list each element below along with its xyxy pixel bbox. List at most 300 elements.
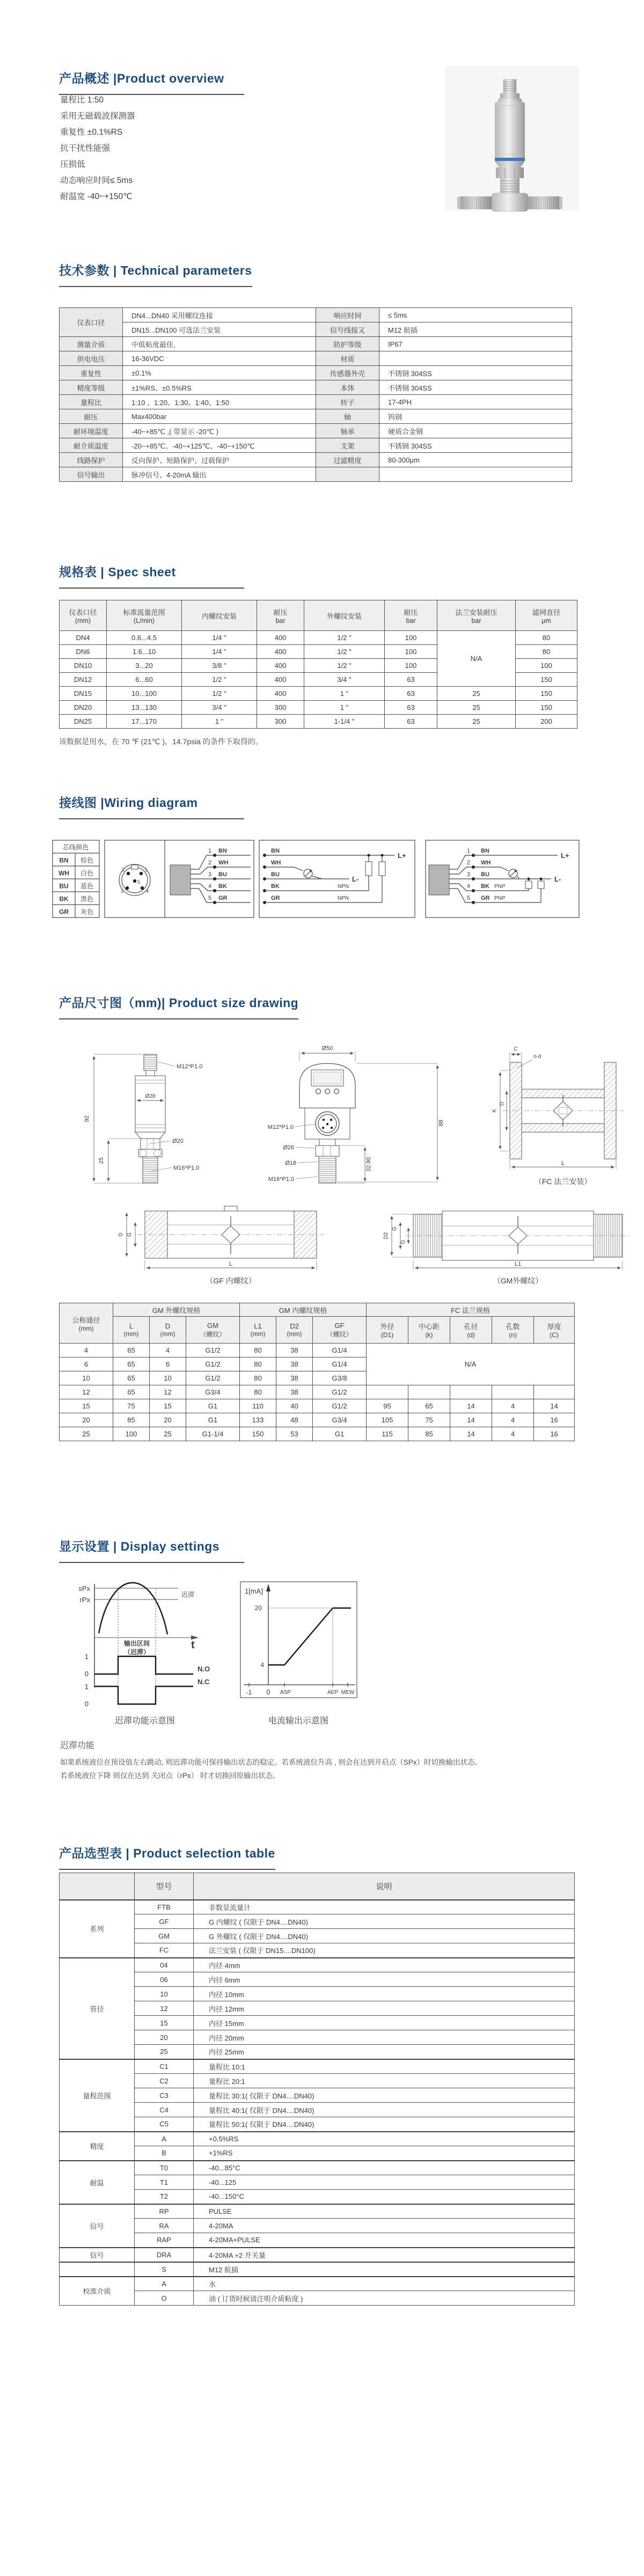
spec-footnote: 该数据是用水，在 70 ℉ (21℃ )，14.7psia 的条件下取得的。	[59, 737, 263, 746]
svg-label: WH	[271, 860, 281, 866]
svg-label: 2	[208, 860, 211, 866]
dim-subheader-main: 孔数	[506, 1323, 520, 1331]
dim-subheader-unit: （螺纹）	[326, 1330, 353, 1338]
selection-row	[60, 2088, 575, 2103]
selection-model-code: O	[135, 2291, 194, 2306]
svg-label: N.O	[197, 1665, 210, 1673]
spec-cell: 300	[257, 715, 304, 729]
dim-cell: 14	[534, 1399, 575, 1413]
selection-model-code: RA	[135, 2219, 194, 2233]
tech-value: DN4...DN40 采用螺纹连接	[123, 308, 316, 322]
svg-label: 迟滞	[181, 1591, 195, 1598]
display-settings-charts	[43, 1577, 386, 1733]
dim-subheader-unit: (d)	[467, 1331, 475, 1339]
section-heading-wiring	[59, 793, 244, 819]
dim-subheader-main: 孔径	[464, 1323, 478, 1331]
dim-subheader	[313, 1317, 367, 1344]
tech-value: -40~+85℃ ,( 带显示 -20℃ )	[123, 424, 316, 438]
spec-cell: DN12	[60, 673, 107, 687]
selection-row	[60, 1914, 575, 1929]
spec-cell: DN4	[60, 631, 107, 645]
selection-description: 油 ( 订货时候请注明介质粘度 )	[194, 2291, 575, 2306]
drawing-display-sensor	[268, 1045, 444, 1183]
selection-row	[60, 1972, 575, 1987]
spec-cell: DN10	[60, 659, 107, 673]
svg-label: 1	[466, 848, 470, 854]
dim-subheader-unit: (mm)	[160, 1330, 175, 1338]
selection-description: PULSE	[194, 2204, 575, 2219]
tech-label: 耐介质温度	[60, 438, 123, 453]
dim-subheader-unit: (C)	[550, 1331, 559, 1339]
svg-label: NPN	[338, 884, 349, 890]
tech-label: 仪表口径	[60, 308, 123, 337]
svg-label: 25	[98, 1157, 105, 1164]
svg-label: 88	[438, 1119, 444, 1127]
selection-model-code: T0	[135, 2161, 194, 2175]
spec-cell: 400	[257, 673, 304, 687]
svg-label: BK	[271, 883, 280, 890]
svg-label: 芯线颜色	[62, 843, 89, 851]
spec-header	[385, 600, 437, 631]
selection-row	[60, 2248, 575, 2262]
dim-subheader	[113, 1317, 150, 1344]
spec-cell: 25	[437, 715, 516, 729]
svg-label: 0	[84, 1670, 89, 1678]
svg-label: L-	[554, 875, 561, 883]
svg-label: BN	[59, 856, 69, 864]
tech-value	[379, 351, 572, 366]
svg-label: WH	[58, 869, 69, 877]
spec-cell: 300	[257, 701, 304, 715]
selection-description: 4-20MA	[194, 2219, 575, 2233]
dim-cell: 15	[150, 1399, 186, 1413]
dim-cell: 25	[60, 1427, 113, 1441]
svg-label: AEP	[327, 1690, 339, 1696]
dim-cell: G1/2	[186, 1344, 240, 1357]
selection-row	[60, 1958, 575, 1972]
dim-cell: 6	[60, 1357, 113, 1371]
selection-row	[60, 1943, 575, 1958]
spec-header-main: 外螺纹安装	[326, 612, 362, 620]
tech-row	[60, 337, 572, 351]
spec-cell: 3/4 "	[182, 701, 257, 715]
selection-group-label: 管径	[60, 1958, 135, 2059]
tech-label: 量程比	[60, 395, 123, 409]
dim-subheader-main: D	[165, 1322, 171, 1330]
spec-row	[60, 701, 577, 715]
spec-cell: 1.6...10	[107, 645, 182, 659]
dim-cell: 38	[276, 1385, 313, 1399]
svg-label: BU	[59, 882, 69, 890]
dim-cell: 15	[60, 1399, 113, 1413]
selection-row	[60, 2262, 575, 2277]
selection-row	[60, 2219, 575, 2233]
spec-cell: 0.6...4.5	[107, 631, 182, 645]
overview-feature: 量程比 1:50	[60, 96, 104, 105]
tech-label: 响应时间	[316, 308, 379, 322]
selection-model-code: A	[135, 2132, 194, 2146]
selection-row	[60, 2074, 575, 2088]
svg-label: GR	[59, 908, 69, 916]
dim-cell: 53	[276, 1427, 313, 1441]
svg-label: WH	[218, 860, 229, 866]
selection-group-label	[60, 2262, 135, 2277]
dim-cell: 4	[60, 1344, 113, 1357]
overview-feature: 动态响应时间≤ 5ms	[60, 176, 133, 185]
spec-cell: 400	[257, 687, 304, 701]
dim-cell: 14	[450, 1427, 492, 1441]
selection-description: -40...85°C	[194, 2161, 575, 2175]
selection-header-model: 型号	[135, 1873, 194, 1900]
spec-cell: 200	[516, 715, 577, 729]
spec-header-unit: bar	[275, 617, 286, 625]
dim-header-bore	[60, 1303, 113, 1344]
overview-title: 产品概述 |Product overview	[59, 69, 244, 95]
spec-header-unit: bar	[471, 617, 481, 625]
spec-cell: 1/2 "	[182, 687, 257, 701]
spec-title: 规格表 | Spec sheet	[59, 562, 244, 589]
svg-label: GR	[481, 895, 490, 901]
dim-cell: 80	[240, 1344, 276, 1357]
spec-cell: 10...100	[107, 687, 182, 701]
svg-label: BU	[218, 871, 227, 878]
svg-label: WH	[481, 860, 491, 866]
dim-cell: G1/2	[313, 1399, 367, 1413]
dim-cell	[450, 1385, 492, 1399]
svg-label: D	[400, 1240, 406, 1244]
svg-label: C	[514, 1046, 518, 1052]
dim-subheader-main: GF	[334, 1321, 345, 1330]
dim-cell: 85	[113, 1413, 150, 1427]
tech-label: 支架	[316, 438, 379, 453]
svg-label: MEW	[341, 1690, 355, 1696]
spec-header	[437, 600, 516, 631]
overview-feature: 压损低	[60, 160, 85, 169]
dim-cell: G3/8	[313, 1371, 367, 1385]
svg-label: Ø28	[145, 1093, 156, 1099]
dim-subheader-unit: （螺纹）	[200, 1330, 226, 1338]
selection-row	[60, 2103, 575, 2117]
spec-cell: 1/2 "	[304, 645, 385, 659]
section-heading-tech	[59, 261, 252, 287]
dim-cell: 105	[367, 1413, 408, 1427]
svg-label: L+	[398, 852, 406, 860]
tech-row	[60, 409, 572, 424]
selection-group-label: 量程范围	[60, 2059, 135, 2132]
tech-label: 精度等级	[60, 380, 123, 395]
selection-model-code: C3	[135, 2088, 194, 2103]
spec-header	[304, 600, 385, 631]
drawing-gf-internal-thread	[118, 1206, 324, 1285]
dim-cell: 38	[276, 1344, 313, 1357]
svg-label: D	[118, 1232, 124, 1237]
selection-row	[60, 2001, 575, 2016]
svg-label: 1[mA]	[245, 1587, 263, 1595]
tech-value: DN15...DN100 可选法兰安装	[123, 322, 316, 337]
selection-model-code: C1	[135, 2059, 194, 2074]
dim-cell: G1	[186, 1399, 240, 1413]
spec-cell: 1/4 "	[182, 645, 257, 659]
svg-label: 2	[122, 867, 125, 872]
selection-row	[60, 2146, 575, 2161]
dim-subheader-unit: (mm)	[250, 1330, 266, 1338]
selection-row	[60, 1929, 575, 1943]
dimension-table	[59, 1303, 575, 1441]
svg-label: rPx	[79, 1596, 90, 1604]
svg-label: 1	[84, 1683, 89, 1691]
dim-cell: 75	[113, 1399, 150, 1413]
dim-header-main: 公称通径	[72, 1316, 100, 1324]
selection-title: 产品选型表 | Product selection table	[59, 1844, 275, 1870]
svg-label: t	[191, 1639, 195, 1651]
spec-header-main: 内螺纹安装	[201, 612, 237, 620]
selection-description: +0.5%RS	[194, 2132, 575, 2146]
tech-row	[60, 322, 572, 337]
selection-group-label: 系列	[60, 1900, 135, 1958]
tech-value: 16-36VDC	[123, 351, 316, 366]
selection-row	[60, 2190, 575, 2204]
spec-cell: 1 "	[304, 701, 385, 715]
dim-cell: G1-1/4	[186, 1427, 240, 1441]
dim-cell: 20	[150, 1413, 186, 1427]
spec-row	[60, 687, 577, 701]
spec-header-main: 仪表口径	[69, 608, 97, 617]
svg-label: BK	[481, 883, 489, 890]
selection-description: +1%RS	[194, 2146, 575, 2161]
svg-label: 5	[208, 895, 211, 901]
dim-cell: 85	[408, 1427, 450, 1441]
dim-cell: 4	[492, 1427, 534, 1441]
drawing-gm-external-thread	[383, 1211, 630, 1285]
svg-label: 5	[466, 895, 470, 901]
dim-cell: 110	[240, 1399, 276, 1413]
selection-group-label: 精度	[60, 2132, 135, 2161]
dim-subheader-main: L1	[254, 1322, 262, 1330]
spec-header-main: 法兰安装耐压	[455, 608, 497, 617]
dim-cell: G3/4	[313, 1413, 367, 1427]
spec-header	[60, 600, 107, 631]
size-drawings	[43, 1044, 639, 1293]
spec-cell: 3/8 "	[182, 659, 257, 673]
svg-label: BK	[218, 883, 227, 890]
tech-value: 反向保护、短路保护、过载保护	[123, 453, 316, 467]
dim-cell: 150	[240, 1427, 276, 1441]
tech-value: Max400bar	[123, 409, 316, 424]
section-heading-selection	[59, 1844, 275, 1870]
tech-label: 过滤精度	[316, 453, 379, 467]
svg-label: 0	[266, 1688, 270, 1696]
tech-label: 轴承	[316, 424, 379, 438]
spec-header-main: 标准流量范围	[123, 608, 165, 617]
spec-cell: 25	[437, 687, 516, 701]
dim-subheader-main: D2	[290, 1322, 299, 1330]
svg-label: BK	[59, 895, 69, 903]
dim-cell: 65	[408, 1399, 450, 1413]
svg-label: 4	[208, 883, 211, 890]
svg-label: 1	[208, 848, 211, 854]
tech-value: IP67	[379, 337, 572, 351]
spec-header-main: 耐压	[404, 608, 418, 617]
dim-cell: 6	[150, 1357, 186, 1371]
dim-cell	[367, 1385, 408, 1399]
svg-label: Ø18	[285, 1160, 296, 1166]
product-selection-table	[59, 1873, 575, 2306]
tech-value: 不锈钢 304SS	[379, 366, 572, 380]
spec-cell: 100	[516, 659, 577, 673]
svg-label: 1	[84, 1653, 89, 1661]
svg-label: BU	[481, 871, 489, 878]
dim-cell: G1/4	[313, 1344, 367, 1357]
spec-header	[257, 600, 304, 631]
tech-value: ±0.1%	[123, 366, 316, 380]
tech-value: ≤ 5ms	[379, 308, 572, 322]
dim-cell: 133	[240, 1413, 276, 1427]
dim-row	[60, 1427, 575, 1441]
tech-label: 轴	[316, 409, 379, 424]
selection-row	[60, 2045, 575, 2059]
dim-row	[60, 1385, 575, 1399]
section-heading-size	[59, 993, 298, 1019]
spec-cell: 400	[257, 631, 304, 645]
spec-header-unit: (mm)	[75, 617, 91, 625]
dim-row	[60, 1399, 575, 1413]
svg-label: BU	[271, 871, 280, 878]
svg-label: D2	[383, 1232, 389, 1239]
tech-label: 本体	[316, 380, 379, 395]
spec-cell: 80	[516, 645, 577, 659]
selection-header-blank	[60, 1873, 135, 1900]
overview-feature-list	[60, 92, 135, 205]
spec-cell: DN25	[60, 715, 107, 729]
dim-subheader-row	[60, 1317, 575, 1344]
selection-row	[60, 1987, 575, 2001]
tech-row	[60, 308, 572, 322]
selection-model-code: RP	[135, 2204, 194, 2219]
dim-subheader-unit: (n)	[509, 1331, 517, 1339]
selection-model-code: S	[135, 2262, 194, 2277]
hysteresis-note	[60, 1738, 602, 1782]
selection-model-code: B	[135, 2146, 194, 2161]
spec-cell: 1/4 "	[182, 631, 257, 645]
svg-label: NPN	[338, 896, 349, 901]
svg-label: 电流输出示意图	[268, 1716, 329, 1726]
spec-row	[60, 631, 577, 645]
spec-cell: 17...170	[107, 715, 182, 729]
selection-description: 量程比 10:1	[194, 2059, 575, 2074]
svg-label: 蓝色	[80, 882, 94, 890]
spec-na-cell: N/A	[437, 631, 516, 687]
tech-row	[60, 366, 572, 380]
spec-cell: 1/2 "	[304, 631, 385, 645]
tech-row	[60, 453, 572, 467]
dim-cell: 16	[534, 1413, 575, 1427]
selection-model-code: 15	[135, 2016, 194, 2030]
spec-sheet-table	[59, 600, 577, 729]
spec-header	[182, 600, 257, 631]
dim-subheader	[367, 1317, 408, 1344]
svg-label: （FC 法兰安装）	[534, 1177, 592, 1186]
tech-row	[60, 424, 572, 438]
svg-label: 灰色	[80, 908, 94, 916]
section-heading-display	[59, 1537, 244, 1563]
selection-description: 量程比 40:1( 仅限于 DN4....DN40)	[194, 2103, 575, 2117]
selection-description: 内径 25mm	[194, 2045, 575, 2059]
spec-cell: 13...130	[107, 701, 182, 715]
spec-cell: 63	[385, 687, 437, 701]
dim-cell: 80	[240, 1371, 276, 1385]
section-heading-spec	[59, 562, 244, 589]
tech-value: ±1%RS、±0.5%RS	[123, 380, 316, 395]
tech-label: 供电电压	[60, 351, 123, 366]
dim-subheader	[150, 1317, 186, 1344]
spec-cell: 63	[385, 701, 437, 715]
dim-cell: 38	[276, 1371, 313, 1385]
svg-label: M16*P1.0	[268, 1176, 294, 1183]
svg-label: （GF 内螺纹）	[206, 1276, 256, 1285]
selection-row	[60, 2291, 575, 2306]
dim-cell: 16	[534, 1427, 575, 1441]
svg-label: Ø50	[321, 1045, 333, 1052]
dim-cell: G1	[186, 1413, 240, 1427]
svg-label: N.C	[197, 1678, 210, 1686]
dim-subheader	[450, 1317, 492, 1344]
dim-subheader	[408, 1317, 450, 1344]
svg-label: Ø26	[283, 1144, 294, 1151]
hysteresis-chart	[78, 1583, 210, 1726]
svg-label: 2	[466, 860, 470, 866]
svg-label: L+	[561, 852, 569, 860]
dim-row	[60, 1344, 575, 1357]
dim-cell: 4	[150, 1344, 186, 1357]
overview-feature: 耐温宽 -40~+150℃	[60, 192, 133, 201]
product-photo	[445, 64, 580, 212]
selection-model-code: 06	[135, 1972, 194, 1987]
spec-cell: DN6	[60, 645, 107, 659]
selection-description: 法兰安装 ( 仅限于 DN15....DN100)	[194, 1943, 575, 1958]
svg-label: （GM外螺纹）	[493, 1276, 543, 1285]
dim-cell: 12	[60, 1385, 113, 1399]
dim-cell: 38	[276, 1357, 313, 1371]
tech-label: 材质	[316, 351, 379, 366]
selection-description: 非数显流量计	[194, 1900, 575, 1914]
svg-label: 3	[466, 871, 470, 878]
spec-header	[107, 600, 182, 631]
spec-cell: 150	[516, 701, 577, 715]
svg-label: 迟滞功能示意图	[114, 1716, 175, 1726]
spec-cell: 25	[437, 701, 516, 715]
dim-cell: 65	[113, 1371, 150, 1385]
dim-cell	[534, 1385, 575, 1399]
selection-model-code: GF	[135, 1914, 194, 1929]
svg-label: K	[492, 1109, 497, 1113]
selection-model-code: T1	[135, 2175, 194, 2190]
selection-group-label: 校准介质	[60, 2277, 135, 2306]
dim-cell: 14	[450, 1399, 492, 1413]
dim-subheader-unit: (D1)	[380, 1331, 394, 1339]
overview-feature: 抗干扰性能强	[60, 144, 111, 153]
svg-label: （迟滞）	[123, 1648, 150, 1656]
selection-row	[60, 2233, 575, 2248]
svg-label: 3	[208, 871, 211, 878]
tech-label: 传感器外壳	[316, 366, 379, 380]
dim-subheader	[276, 1317, 313, 1344]
section-heading-overview	[59, 69, 244, 95]
dim-cell: 10	[60, 1371, 113, 1385]
svg-label: 92	[84, 1115, 90, 1122]
selection-description: 量程比 20:1	[194, 2074, 575, 2088]
svg-label: 20	[254, 1604, 262, 1612]
tech-label: 防护等级	[316, 337, 379, 351]
